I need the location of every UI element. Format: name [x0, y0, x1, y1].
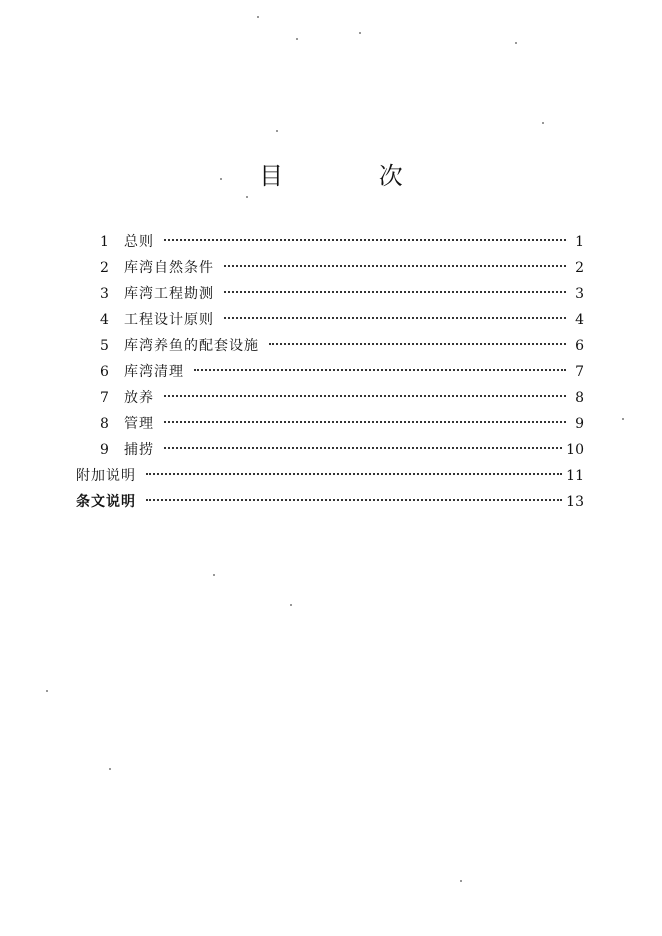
dot-leader	[146, 473, 562, 475]
toc-entry[interactable]	[100, 388, 584, 414]
toc-entry[interactable]	[100, 440, 584, 466]
toc-entry[interactable]	[76, 466, 584, 492]
toc-entry-number: 1	[100, 234, 109, 250]
toc-entry-title: 工程设计原则	[124, 312, 214, 328]
toc-entry-title: 附加说明	[76, 468, 136, 484]
toc-entry-title: 库湾工程勘测	[124, 286, 214, 302]
toc-entry-title: 放养	[124, 390, 154, 406]
toc-entry-number: 3	[100, 286, 109, 302]
toc-entry-title: 总则	[124, 234, 154, 250]
toc-entry-page: 9	[575, 416, 584, 432]
toc-entry-number: 4	[100, 312, 109, 328]
dot-leader	[194, 369, 566, 371]
toc-entry-title: 捕捞	[124, 442, 154, 458]
toc-entry-page: 7	[575, 364, 584, 380]
toc-entry-page: 1	[575, 234, 584, 250]
toc-entry-title: 库湾清理	[124, 364, 184, 380]
toc-entry[interactable]	[100, 284, 584, 310]
toc-entry[interactable]	[100, 362, 584, 388]
toc-entry-page: 2	[575, 260, 584, 276]
toc-entry-number: 8	[100, 416, 109, 432]
dot-leader	[164, 239, 566, 241]
toc-entry-title: 库湾自然条件	[124, 260, 214, 276]
dot-leader	[164, 447, 562, 449]
toc-entry[interactable]	[100, 336, 584, 362]
toc-entry[interactable]	[100, 258, 584, 284]
dot-leader	[269, 343, 566, 345]
toc-entry-number: 6	[100, 364, 109, 380]
toc-entry-number: 2	[100, 260, 109, 276]
toc-entry-page: 11	[566, 468, 584, 484]
dot-leader	[146, 499, 562, 501]
toc-entry-page: 6	[575, 338, 584, 354]
toc-entry-title: 管理	[124, 416, 154, 432]
table-of-contents	[76, 232, 584, 518]
page-title: 目 次	[259, 162, 447, 190]
toc-entry[interactable]	[100, 414, 584, 440]
toc-entry-number: 7	[100, 390, 109, 406]
toc-entry[interactable]	[76, 492, 584, 518]
toc-entry-title: 条文说明	[76, 494, 136, 510]
toc-entry-page: 8	[575, 390, 584, 406]
dot-leader	[224, 291, 566, 293]
toc-entry-page: 4	[575, 312, 584, 328]
toc-entry-number: 9	[100, 442, 109, 458]
dot-leader	[164, 421, 566, 423]
dot-leader	[164, 395, 566, 397]
toc-entry-page: 13	[566, 494, 584, 510]
toc-entry[interactable]	[100, 232, 584, 258]
dot-leader	[224, 317, 566, 319]
toc-entry-title: 库湾养鱼的配套设施	[124, 338, 259, 354]
toc-entry-page: 10	[566, 442, 584, 458]
toc-entry-number: 5	[100, 338, 109, 354]
toc-entry-page: 3	[575, 286, 584, 302]
toc-entry[interactable]	[100, 310, 584, 336]
dot-leader	[224, 265, 566, 267]
